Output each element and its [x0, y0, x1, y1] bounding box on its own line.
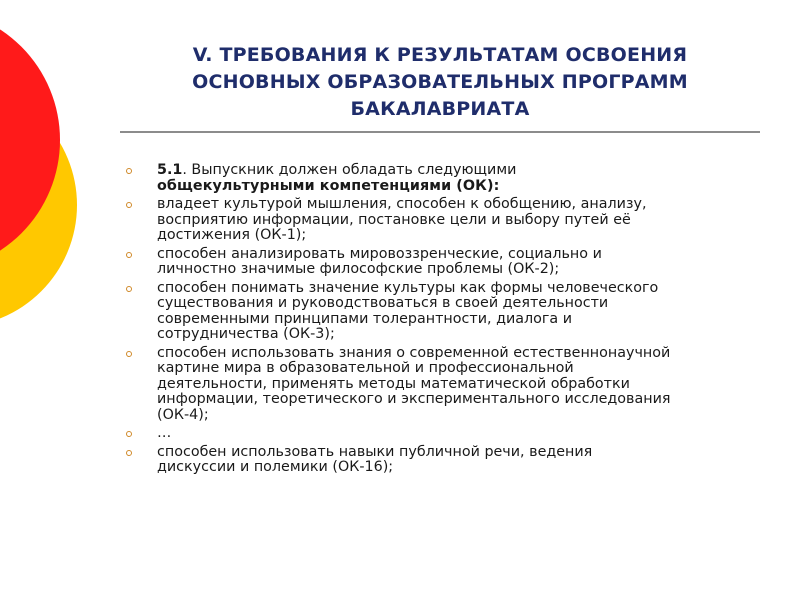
title-divider [120, 131, 760, 133]
title-line-2: ОСНОВНЫХ ОБРАЗОВАТЕЛЬНЫХ ПРОГРАММ [192, 71, 688, 93]
bullet-icon [126, 431, 132, 437]
item-line: (ОК-4); [157, 406, 209, 423]
bullet-icon [126, 168, 132, 174]
bullet-icon [126, 252, 132, 258]
list-item [125, 247, 755, 278]
decorative-circles [0, 0, 120, 600]
item-line: информации, теоретического и экспериментального исследования [157, 391, 671, 407]
item-line: современными принципами толерантности, диалога и [157, 310, 573, 327]
item-line: достижения (ОК-1); [157, 227, 307, 243]
bullet-icon [126, 286, 132, 292]
intro-line-1 [157, 163, 755, 179]
item-line: сотрудничества (ОК-3); [157, 326, 335, 342]
item-line: деятельности, применять методы математической обработки [157, 375, 630, 392]
list-item [125, 445, 755, 476]
item-line: восприятию информации, постановке цели и выбору путей её [157, 211, 631, 228]
list-item [125, 281, 755, 343]
list-item [125, 426, 755, 442]
intro-line-2: общекультурными компетенциями (ОК): [157, 177, 500, 194]
list-item [125, 346, 755, 424]
bullet-icon [126, 202, 132, 208]
list-item [125, 197, 755, 244]
item-line: … [157, 425, 172, 441]
item-line: существования и руководствоваться в своей деятельности [157, 295, 609, 311]
bullet-icon [126, 450, 132, 456]
section-number: 5.1 [157, 162, 183, 178]
item-line: способен использовать навыки публичной речи, ведения [157, 443, 593, 460]
competency-list [125, 163, 755, 479]
item-line: способен использовать знания о современной естественнонаучной [157, 344, 671, 361]
item-line: способен понимать значение культуры как формы человеческого [157, 279, 659, 296]
page-title [160, 42, 720, 123]
intro-text: . Выпускник должен обладать следующими [182, 162, 517, 178]
title-line-3: БАКАЛАВРИАТА [350, 98, 530, 120]
item-line: личностно значимые философские проблемы (ОК-2); [157, 261, 560, 277]
item-line: картине мира в образовательной и профессиональной [157, 360, 574, 376]
item-line: способен анализировать мировоззренческие, социально и [157, 245, 602, 262]
list-item-intro [125, 163, 755, 194]
item-line: владеет культурой мышления, способен к обобщению, анализу, [157, 196, 647, 212]
title-line-1: V. ТРЕБОВАНИЯ К РЕЗУЛЬТАТАМ ОСВОЕНИЯ [192, 44, 688, 66]
bullet-icon [126, 351, 132, 357]
item-line: дискуссии и полемики (ОК-16); [157, 459, 394, 475]
